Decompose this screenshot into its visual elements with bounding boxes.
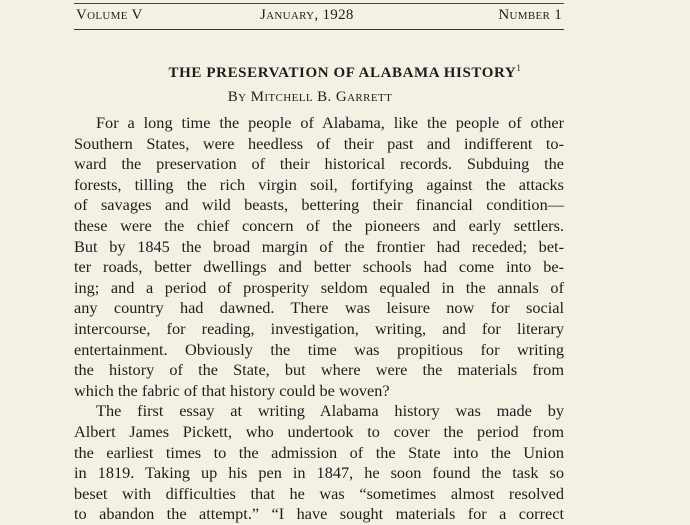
running-header <box>74 7 564 29</box>
body-line: intercourse, for reading, investigation, writing, and for literary <box>74 318 564 338</box>
body-line: these were the chief concern of the pioneers and early settlers. <box>74 215 564 235</box>
body-line: ward the preservation of their historical records. Subduing the <box>74 154 564 174</box>
body-line: to abandon the attempt.” “I have sought materials for a correct <box>74 504 564 524</box>
body-line: entertainment. Obviously the time was propitious for writing <box>74 339 564 359</box>
body-line: Albert James Pickett, who undertook to cover the period from <box>74 421 564 441</box>
body-line: forests, tilling the rich virgin soil, fortifying against the attacks <box>74 174 564 194</box>
body-line: For a long time the people of Alabama, like the people of other <box>96 113 564 132</box>
article-body <box>74 113 564 525</box>
body-line: Southern States, were heedless of their past and indifferent to- <box>74 133 564 153</box>
header-rule <box>74 29 564 30</box>
body-line: of savages and wild beasts, bettering their financial condition— <box>74 195 564 215</box>
body-line: ing; and a period of prosperity seldom equaled in the annals of <box>74 277 564 297</box>
article-title <box>0 63 690 82</box>
issue-number: Number 1 <box>498 7 562 23</box>
body-line: which the fabric of that history could be woven? <box>74 380 390 400</box>
header-top-rule <box>74 3 564 4</box>
body-line: the history of the State, but where were the materials from <box>74 360 564 380</box>
body-line: in 1819. Taking up his pen in 1847, he soon found the task so <box>74 463 564 483</box>
body-line: ter roads, better dwellings and better schools had come into be- <box>74 257 564 277</box>
body-line: But by 1845 the broad margin of the frontier had receded; bet- <box>74 236 564 256</box>
volume-label: Volume V <box>76 7 143 23</box>
body-line: The first essay at writing Alabama history was made by <box>96 401 564 421</box>
body-line: beset with difficulties that he was “sometimes almost resolved <box>74 483 564 503</box>
footnote-marker: 1 <box>516 63 522 73</box>
article-title-text: THE PRESERVATION OF ALABAMA HISTORY <box>168 65 517 81</box>
body-line: any country had dawned. There was leisure now for social <box>74 298 564 318</box>
body-line: the earliest times to the admission of the State into the Union <box>74 442 564 462</box>
byline: By Mitchell B. Garrett <box>227 89 393 105</box>
issue-date: January, 1928 <box>260 7 354 23</box>
